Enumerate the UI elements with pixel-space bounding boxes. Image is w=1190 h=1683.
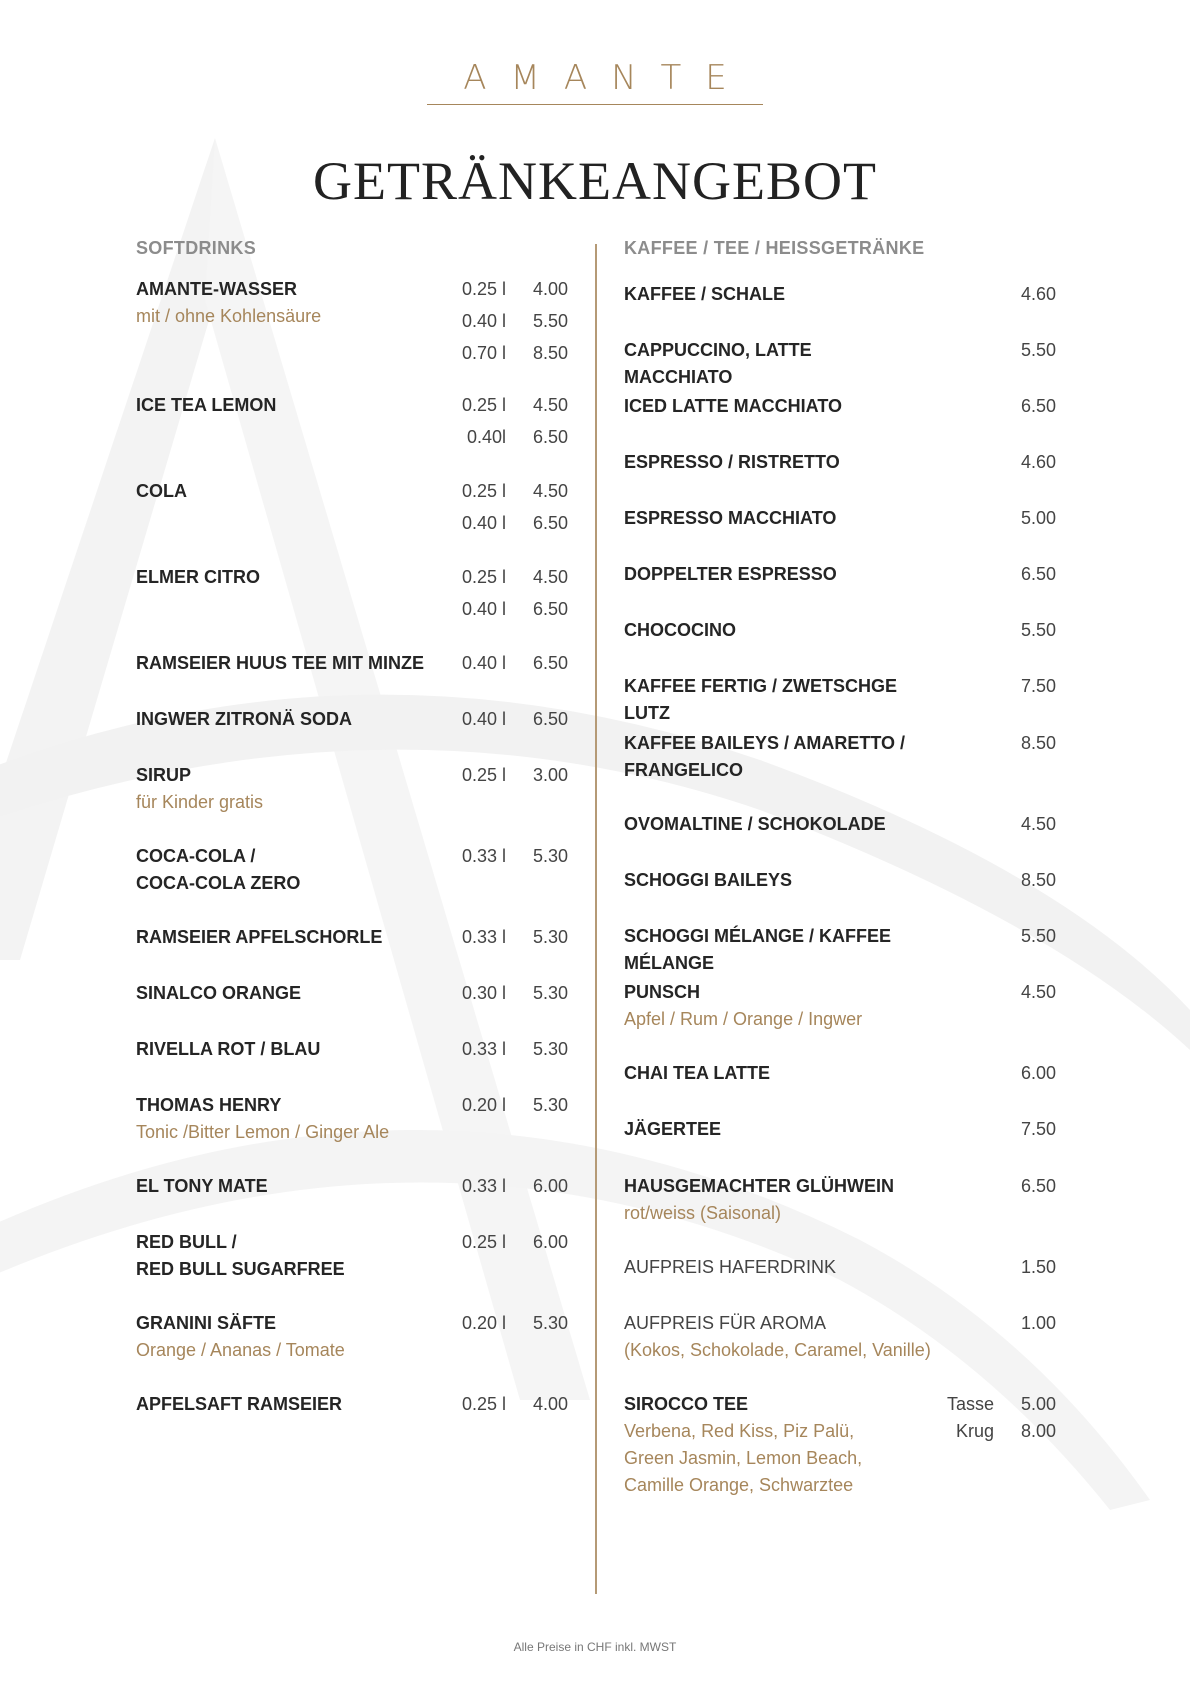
volume: 0.40 l (461, 709, 506, 729)
price: 6.00 (532, 1176, 568, 1196)
price: 4.00 (532, 1394, 568, 1414)
item-name: ESPRESSO MACCHIATO (624, 508, 837, 528)
price-row (450, 596, 568, 628)
price-list (450, 924, 568, 956)
item-name: OVOMALTINE / SCHOKOLADE (624, 814, 886, 834)
volume: 0.30 l (461, 983, 506, 1003)
price-row (450, 706, 568, 738)
menu-item (136, 478, 568, 533)
price-row (450, 1391, 568, 1423)
price: 6.50 (1020, 564, 1056, 584)
menu-item (624, 505, 1056, 532)
item-name: APFELSAFT RAMSEIER (136, 1394, 343, 1414)
item-name: KAFFEE BAILEYS / AMARETTO / (624, 733, 906, 753)
price: 4.50 (532, 481, 568, 501)
price-list (450, 980, 568, 1012)
price: 6.50 (532, 709, 568, 729)
price-row (934, 1391, 1056, 1418)
price: 6.00 (1020, 1063, 1056, 1083)
softdrinks-column (136, 236, 568, 1414)
menu-item (136, 924, 568, 951)
item-description: Camille Orange, Schwarztee (624, 1475, 854, 1495)
price-row (450, 424, 568, 456)
menu-item (624, 337, 1056, 391)
price: 1.00 (1020, 1313, 1056, 1333)
price: 4.50 (532, 567, 568, 587)
item-name: INGWER ZITRONÄ SODA (136, 709, 352, 729)
price: 5.30 (532, 846, 568, 866)
item-description: Orange / Ananas / Tomate (136, 1340, 345, 1360)
volume: 0.33 l (461, 1039, 506, 1059)
price-list (450, 276, 568, 372)
hot-drinks-column (624, 236, 1056, 1495)
menu-item (136, 843, 568, 897)
menu-item (136, 392, 568, 447)
volume: 0.20 l (461, 1095, 506, 1115)
menu-item (136, 1036, 568, 1063)
item-name: CHAI TEA LATTE (624, 1063, 770, 1083)
price: 5.00 (1020, 1394, 1056, 1414)
item-name: JÄGERTEE (624, 1119, 722, 1139)
price-list (450, 706, 568, 738)
price-list (450, 762, 568, 794)
price-note: Alle Preise in CHF inkl. MWST (513, 1640, 677, 1654)
volume: 0.40 l (461, 311, 506, 331)
section-title-hot-drinks: KAFFEE / TEE / HEISSGETRÄNKE (624, 238, 925, 258)
menu-item (624, 979, 1056, 1033)
brand-logo (0, 58, 1190, 105)
menu-item (624, 1254, 1056, 1281)
menu-item (136, 1229, 568, 1283)
price: 5.50 (1020, 926, 1056, 946)
price-row (450, 392, 568, 424)
menu-item (624, 867, 1056, 894)
menu-item (624, 1310, 1056, 1364)
price-list (450, 1229, 568, 1261)
item-name: RIVELLA ROT / BLAU (136, 1039, 321, 1059)
item-description: mit / ohne Kohlensäure (136, 306, 322, 326)
price-row (450, 650, 568, 682)
menu-item (624, 1060, 1056, 1087)
price: 8.50 (1020, 733, 1056, 753)
price-row (450, 340, 568, 372)
menu-item (136, 1391, 568, 1418)
item-name: FRANGELICO (624, 760, 743, 780)
price: 4.50 (1020, 814, 1056, 834)
item-description: Tonic /Bitter Lemon / Ginger Ale (136, 1122, 390, 1142)
volume: 0.25 l (461, 1394, 506, 1414)
item-description: Apfel / Rum / Orange / Ingwer (624, 1009, 863, 1029)
item-name: PUNSCH (624, 982, 701, 1002)
price-row (450, 308, 568, 340)
price: 7.50 (1020, 1119, 1056, 1139)
price: 5.30 (532, 1039, 568, 1059)
price: 6.00 (532, 1232, 568, 1252)
price: 4.00 (532, 279, 568, 299)
price-list (450, 843, 568, 875)
volume: 0.40 l (461, 513, 506, 533)
menu-item (624, 617, 1056, 644)
item-name: RED BULL / (136, 1232, 237, 1252)
price: 1.50 (1020, 1257, 1056, 1277)
menu-item (136, 980, 568, 1007)
item-name: KAFFEE FERTIG / ZWETSCHGE LUTZ (624, 676, 897, 723)
item-name: HAUSGEMACHTER GLÜHWEIN (624, 1176, 894, 1196)
item-name: ELMER CITRO (136, 567, 260, 587)
item-name: SCHOGGI MÉLANGE / KAFFEE MÉLANGE (624, 926, 892, 973)
page-title: GETRÄNKEANGEBOT (313, 151, 877, 211)
item-name: GRANINI SÄFTE (136, 1313, 277, 1333)
item-name: SIRUP (136, 765, 192, 785)
price-row (450, 843, 568, 875)
price: 6.50 (532, 599, 568, 619)
volume: 0.25 l (461, 567, 506, 587)
serving-size: Tasse (946, 1394, 994, 1414)
menu-item (136, 1092, 568, 1146)
price: 5.30 (532, 1313, 568, 1333)
menu-item (136, 650, 568, 677)
item-name: COCA-COLA ZERO (136, 873, 301, 893)
price-list (450, 392, 568, 456)
price: 5.50 (532, 311, 568, 331)
price: 5.50 (1020, 620, 1056, 640)
menu-item (136, 706, 568, 733)
price: 6.50 (532, 653, 568, 673)
item-name: AMANTE-WASSER (136, 279, 297, 299)
volume: 0.33 l (461, 927, 506, 947)
volume: 0.40 l (461, 599, 506, 619)
price-row (450, 1036, 568, 1068)
price-list (934, 1391, 1056, 1445)
item-name: AUFPREIS FÜR AROMA (624, 1313, 827, 1333)
menu-item (136, 276, 568, 363)
item-name: SIROCCO TEE (624, 1394, 749, 1414)
price-row (450, 1092, 568, 1124)
item-description: Green Jasmin, Lemon Beach, (624, 1448, 863, 1468)
volume: 0.25 l (461, 765, 506, 785)
menu-item (624, 1391, 1056, 1499)
item-name: CHOCOCINO (624, 620, 736, 640)
menu-item (624, 730, 1056, 784)
menu-item (624, 393, 1056, 420)
item-name: ICE TEA LEMON (136, 395, 277, 415)
price-row (450, 478, 568, 510)
price: 8.50 (1020, 870, 1056, 890)
item-name: COLA (136, 481, 187, 501)
price: 6.50 (1020, 396, 1056, 416)
item-name: CAPPUCCINO, LATTE MACCHIATO (624, 340, 812, 387)
price: 6.50 (1020, 1176, 1056, 1196)
price: 8.50 (532, 343, 568, 363)
menu-item (624, 449, 1056, 476)
price-row (450, 510, 568, 542)
item-name: COCA-COLA / (136, 846, 256, 866)
menu-item (624, 1173, 1056, 1227)
menu-item (136, 762, 568, 816)
item-name: SINALCO ORANGE (136, 983, 302, 1003)
price-row (450, 980, 568, 1012)
menu-item (624, 923, 1056, 977)
price: 5.30 (532, 1095, 568, 1115)
item-name: RED BULL SUGARFREE (136, 1259, 345, 1279)
item-name: EL TONY MATE (136, 1176, 268, 1196)
price: 5.00 (1020, 508, 1056, 528)
item-name: ICED LATTE MACCHIATO (624, 396, 842, 416)
item-name: KAFFEE / SCHALE (624, 284, 786, 304)
price: 8.00 (1020, 1421, 1056, 1441)
price: 3.00 (532, 765, 568, 785)
price: 6.50 (532, 427, 568, 447)
menu-item (136, 1173, 568, 1200)
serving-size: Krug (955, 1421, 994, 1441)
price-list (450, 1036, 568, 1068)
item-name: AUFPREIS HAFERDRINK (624, 1257, 837, 1277)
item-name: DOPPELTER ESPRESSO (624, 564, 837, 584)
price: 5.30 (532, 983, 568, 1003)
price-list (450, 478, 568, 542)
price-row (450, 924, 568, 956)
menu-item (624, 561, 1056, 588)
volume: 0.25 l (461, 481, 506, 501)
brand-name: AMANTE (427, 58, 763, 105)
section-title-softdrinks: SOFTDRINKS (136, 238, 256, 258)
column-divider (595, 244, 597, 1594)
item-name: SCHOGGI BAILEYS (624, 870, 793, 890)
menu-item (624, 673, 1056, 727)
price-list (450, 1310, 568, 1342)
item-description: (Kokos, Schokolade, Caramel, Vanille) (624, 1340, 931, 1360)
price: 7.50 (1020, 676, 1056, 696)
item-name: THOMAS HENRY (136, 1095, 282, 1115)
item-description: Verbena, Red Kiss, Piz Palü, (624, 1421, 855, 1441)
volume: 0.70 l (461, 343, 506, 363)
price: 6.50 (532, 513, 568, 533)
volume: 0.33 l (461, 1176, 506, 1196)
price-row (450, 564, 568, 596)
price: 4.60 (1020, 284, 1056, 304)
price: 4.50 (532, 395, 568, 415)
item-name: RAMSEIER HUUS TEE MIT MINZE (136, 653, 425, 673)
price-list (450, 1173, 568, 1205)
volume: 0.20 l (461, 1313, 506, 1333)
volume: 0.33 l (461, 846, 506, 866)
price-list (450, 650, 568, 682)
price-list (450, 564, 568, 628)
price-list (450, 1092, 568, 1124)
volume: 0.25 l (461, 1232, 506, 1252)
price-row (450, 1310, 568, 1342)
price: 4.50 (1020, 982, 1056, 1002)
menu-item (624, 1116, 1056, 1143)
price-row (450, 276, 568, 308)
price-row (450, 1229, 568, 1261)
price-row (934, 1418, 1056, 1445)
item-name: ESPRESSO / RISTRETTO (624, 452, 840, 472)
price: 5.30 (532, 927, 568, 947)
menu-item (136, 564, 568, 619)
item-description: rot/weiss (Saisonal) (624, 1203, 782, 1223)
volume: 0.40l (466, 427, 506, 447)
volume: 0.40 l (461, 653, 506, 673)
menu-item (136, 1310, 568, 1364)
volume: 0.25 l (461, 395, 506, 415)
price: 4.60 (1020, 452, 1056, 472)
menu-item (624, 811, 1056, 838)
price-row (450, 762, 568, 794)
price-list (450, 1391, 568, 1423)
item-name: RAMSEIER APFELSCHORLE (136, 927, 383, 947)
menu-item (624, 281, 1056, 308)
price-row (450, 1173, 568, 1205)
volume: 0.25 l (461, 279, 506, 299)
item-description: für Kinder gratis (136, 792, 264, 812)
price: 5.50 (1020, 340, 1056, 360)
